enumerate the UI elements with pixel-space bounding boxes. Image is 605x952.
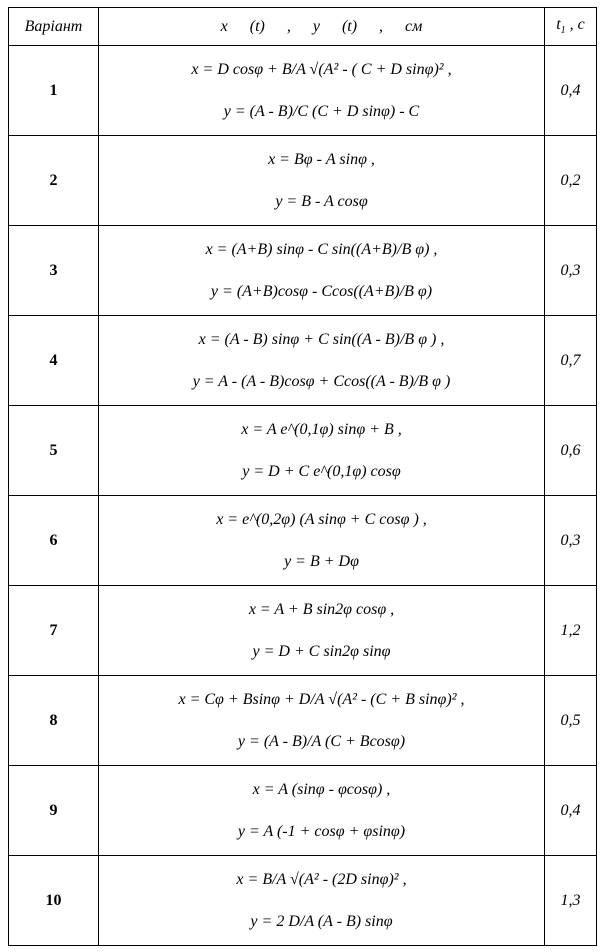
t1-value: 0,7 — [545, 316, 597, 406]
x-equation: x = Bφ - A sinφ , — [268, 151, 375, 168]
header-row — [9, 8, 597, 46]
variant-number: 6 — [9, 496, 99, 586]
variant-number: 8 — [9, 676, 99, 766]
header-time-symbol: t — [556, 16, 561, 34]
x-equation: x = D cosφ + B/A √(A² - ( C + D sinφ)² , — [191, 61, 452, 78]
y-equation: y = (A+B)cosφ - Ccos((A+B)/B φ) — [210, 283, 433, 300]
variant-number: 3 — [9, 226, 99, 316]
y-equation: y = 2 D/A (A - B) sinφ — [250, 913, 393, 930]
variant-number: 10 — [9, 856, 99, 946]
header-time-unit: , c — [565, 16, 585, 34]
y-equation: y = (A - B)/A (C + Bcosφ) — [237, 733, 406, 750]
x-equation: x = Cφ + Bsinφ + D/A √(A² - (C + B sinφ)² , — [178, 691, 465, 708]
t1-value: 1,3 — [545, 856, 597, 946]
equations-cell — [99, 136, 545, 226]
y-equation: y = B - A cosφ — [275, 193, 368, 210]
x-equation: x = A e^(0,1φ) sinφ + B , — [241, 421, 402, 438]
y-equation: y = A - (A - B)cosφ + Ccos((A - B)/B φ ) — [192, 373, 451, 390]
t1-value: 0,3 — [545, 226, 597, 316]
t1-value: 0,4 — [545, 46, 597, 136]
table-row — [9, 856, 597, 946]
y-equation: y = D + C e^(0,1φ) cosφ — [242, 463, 401, 480]
header-time-subscript: 1 — [560, 25, 566, 37]
x-equation: x = A (sinφ - φcosφ) , — [252, 781, 391, 798]
table-row — [9, 676, 597, 766]
t1-value: 0,3 — [545, 496, 597, 586]
table-row — [9, 496, 597, 586]
equations-cell — [99, 856, 545, 946]
equations-cell — [99, 766, 545, 856]
variant-number: 9 — [9, 766, 99, 856]
t1-value: 0,4 — [545, 766, 597, 856]
table-row — [9, 136, 597, 226]
equations-cell — [99, 676, 545, 766]
table-row — [9, 46, 597, 136]
t1-value: 0,2 — [545, 136, 597, 226]
equations-cell — [99, 46, 545, 136]
header-coordinates: x (t) , y (t) , см — [99, 8, 545, 46]
variant-number: 1 — [9, 46, 99, 136]
variant-number: 7 — [9, 586, 99, 676]
header-variant: Варіант — [9, 8, 99, 46]
x-equation: x = A + B sin2φ cosφ , — [248, 601, 395, 618]
equations-cell — [99, 316, 545, 406]
x-equation: x = e^(0,2φ) (A sinφ + C cosφ ) , — [216, 511, 427, 528]
variant-number: 5 — [9, 406, 99, 496]
variant-number: 4 — [9, 316, 99, 406]
header-time — [545, 8, 597, 46]
y-equation: y = A (-1 + cosφ + φsinφ) — [237, 823, 406, 840]
table-row — [9, 226, 597, 316]
table-row — [9, 406, 597, 496]
equations-cell — [99, 586, 545, 676]
t1-value: 0,6 — [545, 406, 597, 496]
equations-cell — [99, 226, 545, 316]
t1-value: 1,2 — [545, 586, 597, 676]
y-equation: y = B + Dφ — [284, 553, 359, 570]
x-equation: x = (A+B) sinφ - C sin((A+B)/B φ) , — [205, 241, 438, 258]
y-equation: y = D + C sin2φ sinφ — [252, 643, 391, 660]
table-row — [9, 766, 597, 856]
table-row — [9, 316, 597, 406]
t1-value: 0,5 — [545, 676, 597, 766]
x-equation: x = (A - B) sinφ + C sin((A - B)/B φ ) , — [198, 331, 445, 348]
variant-number: 2 — [9, 136, 99, 226]
equations-cell — [99, 406, 545, 496]
table-row — [9, 586, 597, 676]
y-equation: y = (A - B)/C (C + D sinφ) - C — [223, 103, 420, 120]
equations-cell — [99, 496, 545, 586]
x-equation: x = B/A √(A² - (2D sinφ)² , — [236, 871, 407, 888]
variants-table — [8, 7, 597, 946]
